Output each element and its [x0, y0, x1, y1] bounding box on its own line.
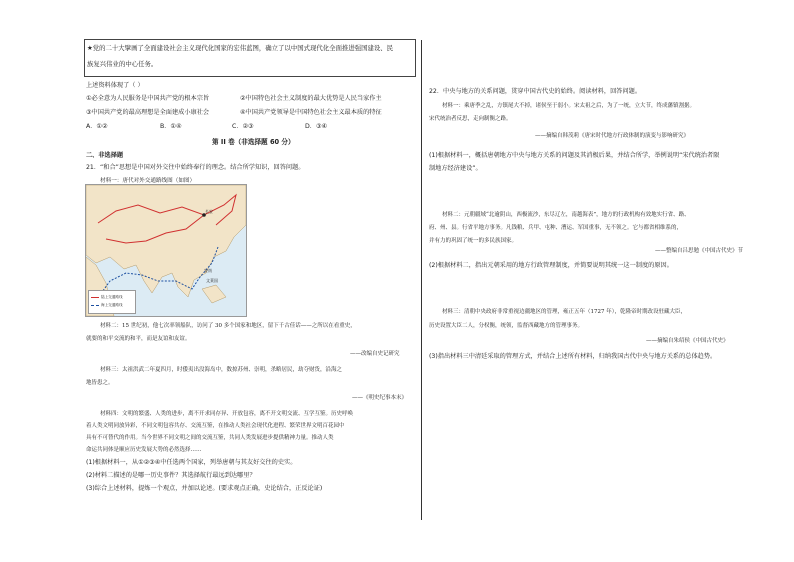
- box-line-2: 族复兴伟业的中心任务。: [87, 60, 158, 68]
- label-annan: 安南: [204, 268, 212, 273]
- q22-sub2: (2)根据材料二，指出元朝采用的地方行政管理制度，并简要说明其统一这一制度的原因。: [429, 262, 673, 269]
- legend-land-label: 陆上交通路线: [101, 295, 123, 299]
- q21-material4-line3: 具有不可替代的作用。当今世界不同文明之间的交流互鉴，共同人类发展进步提供精神力量。推动人类: [86, 435, 334, 441]
- section-title: 第 II 卷（非选择题 60 分）: [212, 138, 295, 146]
- q22-material3-line2: 历史设置大臣二人，分权衡，统领，监督西藏地方的管理事务。: [429, 323, 584, 329]
- legend-land-swatch: [91, 297, 99, 298]
- legend-sea-label: 海上交通路线: [101, 303, 123, 307]
- section-subtitle: 二、非选择题: [86, 152, 124, 159]
- q22-material3-source: ——摘编自朱绍侯《中国古代史》: [646, 338, 729, 344]
- q22-sub1-line2: 制地方经济建设”。: [429, 165, 482, 172]
- option-1: ①必全意为人民服务是中国共产党的根本宗旨: [86, 95, 210, 102]
- box-line-1: ★党的二十大擘画了全面建设社会主义现代化国家的宏伟蓝图，确立了以中国式现代化全面推进强国建设、民: [87, 44, 394, 52]
- q22-stem: 22．中央与地方的关系问题，贯穿中国古代史的始终。阅读材料，回答问题。: [429, 88, 642, 95]
- q21-material2-line2: 就要的和平交流的和平，而是友谊和友谊。: [86, 336, 191, 342]
- q22-sub3: (3)指出材料三中清廷采取的管理方式，并结合上述所有材料，归纳我国古代中央与地方关系的总体趋势。: [429, 353, 717, 360]
- q21-material3-source: ——《明史纪事本末》: [352, 395, 408, 401]
- q22-material2-source: ——整编自吕思勉《中国古代史》节: [655, 248, 744, 254]
- q21-material4-line2: 着人类文明同放异彩，不同文明包容共存、交流互鉴，在推动人类社会现代化进程、繁荣世界文明百花园中: [86, 423, 345, 429]
- option-3: ③中国共产党的最高理想是全面建成小康社会: [86, 109, 210, 116]
- choice-c: C．②③: [232, 123, 254, 130]
- label-changan: 长安: [205, 209, 213, 214]
- q21-material3-line1: 材料三：太祖洪武二年夏四月，时倭夷出没海岛中，数掠苏州、崇明，杀略居民，劫夺财货，沿海之: [100, 367, 343, 373]
- option-4: ④中国共产党领导是中国特色社会主义最本质的特征: [240, 109, 382, 116]
- choice-b: B．①④: [160, 123, 182, 130]
- q21-material2-line1: 材料二：15 世纪初，他七次率领船队，访问了 30 多个国家和地区，留下千古佳话——之所以在看重史，: [100, 323, 356, 329]
- tang-route-map: [85, 184, 247, 317]
- question-stem: 上述资料体现了（ ）: [86, 82, 144, 89]
- q22-material1-line1: 材料一：乘唐季之乱，方镇尾大不掉，诸侯至于弱小。宋太祖之后，为了一统，立大节，终成藩镇割据。: [442, 103, 696, 109]
- q22-material2-line2: 府、州、县。行省平地方事务。凡钱粮、兵甲、屯种、漕运、军国重事，无不领之。它与都省相维系的，: [429, 225, 683, 231]
- choice-a: A．①②: [86, 123, 108, 130]
- legend-sea-swatch: [91, 305, 99, 306]
- legend-land: [91, 295, 123, 299]
- q21-sub2: (2)材料二描述的是哪一历史事件？其选择航行最远到达哪里？: [86, 472, 256, 479]
- map-legend: [88, 290, 136, 314]
- q22-material1-line2: 宋代统治者反思，走向制衡之路。: [429, 116, 512, 122]
- q21-material1-caption: 材料一：唐代对外交通路线图（如图）: [100, 178, 196, 184]
- q21-stem: 21．“和合”思想是中国对外交往中始终奉行的理念。结合所学知识，回答问题。: [86, 164, 305, 171]
- q21-material2-source: ——改编自史记研究: [350, 351, 400, 357]
- q22-material2-line1: 材料二：元朝疆域“北逾阴山，西极流沙，东尽辽左，南越海表”，地方的行政机构有效地实行省、路、: [442, 212, 690, 218]
- q21-material4-line4: 命运共同体是顺应历史发展大势的必然选择……: [86, 447, 202, 453]
- q22-material3-line1: 材料三：清朝中央政府非常重视边疆地区的管理，雍正五年（1727 年），乾隆帝时期改设驻藏大臣，: [442, 309, 686, 315]
- legend-sea: [91, 303, 123, 307]
- q22-sub1-line1: (1)根据材料一，概括唐朝地方中央与地方关系的问题及其消极后果，并结合所学，举例说明“宋代统治者限: [429, 152, 720, 159]
- choice-d: D．③④: [305, 123, 328, 130]
- q21-material3-line2: 地皆患之。: [86, 380, 114, 386]
- q22-material1-source: ——摘编自韩茂莉《唐宋时代地方行政体制的演变与影响研究》: [535, 133, 690, 139]
- column-divider: [421, 40, 422, 520]
- q21-material4-line1: 材料四：文明的繁盛、人类的进步，离不开求同存异、开放包容，离不开文明交流、互学互鉴。历史呼唤: [100, 411, 354, 417]
- q22-material2-line3: 并有力的巩固了统一的多民族国家。: [429, 238, 518, 244]
- q21-sub1: (1)根据材料一，从①②③④中任选两个国家，列举唐朝与其友好交往的史实。: [86, 459, 297, 466]
- q21-sub3: (3)综合上述材料，提炼一个观点，并加以论述。(要求观点正确，史论结合，正反论证): [86, 485, 323, 492]
- label-wenlai: 文莱国: [206, 278, 218, 283]
- option-2: ②中国特色社会主义制度的最大优势是人民当家作主: [240, 95, 382, 102]
